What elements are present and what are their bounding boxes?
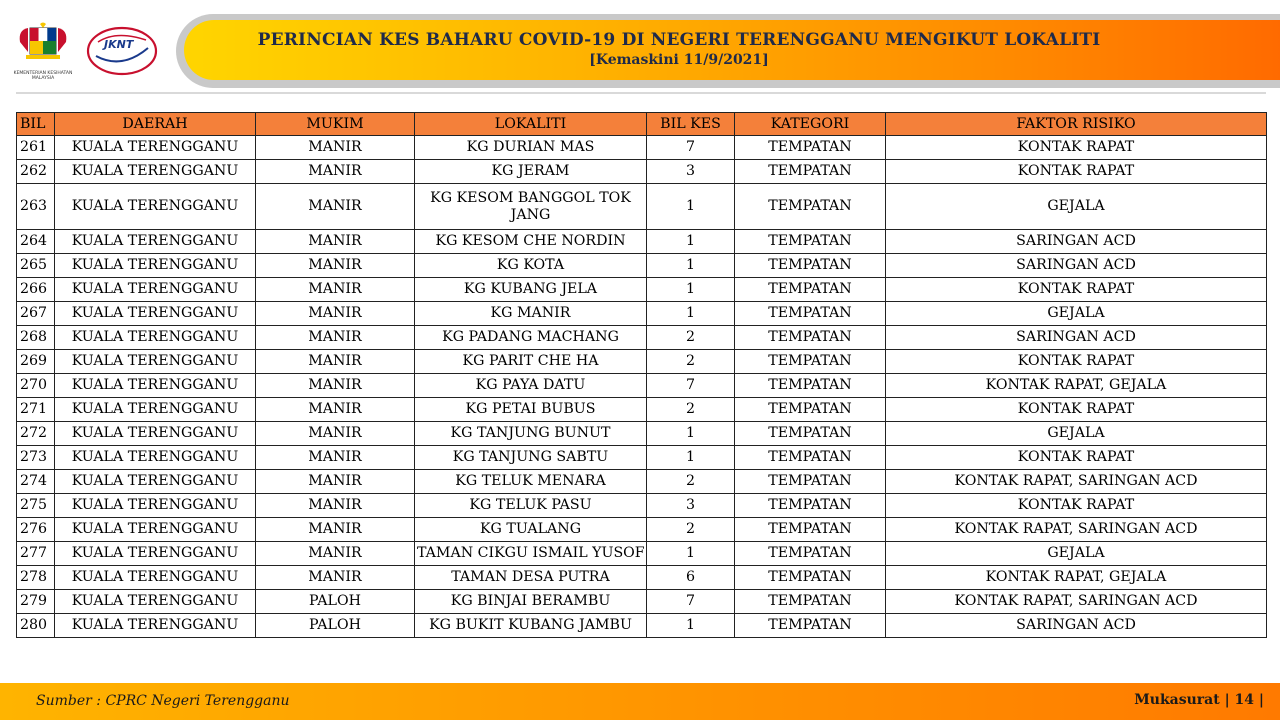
footer-bar: [0, 683, 1280, 720]
cell-mukim: MANIR: [256, 470, 415, 494]
cell-bil-kes: 1: [647, 254, 735, 278]
cell-lokaliti: KG DURIAN MAS: [415, 136, 647, 160]
cell-daerah: KUALA TERENGGANU: [55, 160, 256, 184]
cell-lokaliti: KG PADANG MACHANG: [415, 326, 647, 350]
table-row: [17, 398, 1267, 422]
cell-daerah: KUALA TERENGGANU: [55, 230, 256, 254]
cell-faktor-risiko: KONTAK RAPAT: [886, 278, 1267, 302]
cell-faktor-risiko: KONTAK RAPAT, SARINGAN ACD: [886, 518, 1267, 542]
cell-bil-kes: 1: [647, 614, 735, 638]
cell-bil-kes: 2: [647, 398, 735, 422]
cell-bil-kes: 2: [647, 350, 735, 374]
cell-bil: 265: [17, 254, 55, 278]
cell-kategori: TEMPATAN: [735, 422, 886, 446]
cell-daerah: KUALA TERENGGANU: [55, 446, 256, 470]
cell-kategori: TEMPATAN: [735, 518, 886, 542]
table-row: [17, 230, 1267, 254]
cell-daerah: KUALA TERENGGANU: [55, 590, 256, 614]
table-body: [17, 136, 1267, 638]
cell-bil-kes: 3: [647, 494, 735, 518]
header-divider: [16, 92, 1266, 94]
column-header: BIL: [17, 113, 55, 136]
cell-kategori: TEMPATAN: [735, 184, 886, 230]
cell-lokaliti: KG MANIR: [415, 302, 647, 326]
cell-faktor-risiko: KONTAK RAPAT, SARINGAN ACD: [886, 590, 1267, 614]
cell-mukim: MANIR: [256, 184, 415, 230]
page-number: Mukasurat | 14 |: [1134, 692, 1264, 708]
cell-kategori: TEMPATAN: [735, 254, 886, 278]
table-row: [17, 470, 1267, 494]
column-header: BIL KES: [647, 113, 735, 136]
cell-bil: 261: [17, 136, 55, 160]
jknt-logo: [86, 26, 158, 76]
cell-lokaliti: KG JERAM: [415, 160, 647, 184]
cell-kategori: TEMPATAN: [735, 160, 886, 184]
cell-kategori: TEMPATAN: [735, 398, 886, 422]
cell-lokaliti: KG KOTA: [415, 254, 647, 278]
cell-bil: 268: [17, 326, 55, 350]
cell-bil: 269: [17, 350, 55, 374]
cell-daerah: KUALA TERENGGANU: [55, 518, 256, 542]
cell-bil: 273: [17, 446, 55, 470]
cell-bil-kes: 2: [647, 470, 735, 494]
cell-bil: 280: [17, 614, 55, 638]
table-row: [17, 184, 1267, 230]
cell-kategori: TEMPATAN: [735, 230, 886, 254]
cell-faktor-risiko: SARINGAN ACD: [886, 254, 1267, 278]
cell-mukim: MANIR: [256, 278, 415, 302]
cell-lokaliti: KG PARIT CHE HA: [415, 350, 647, 374]
table-row: [17, 614, 1267, 638]
table-row: [17, 160, 1267, 184]
table-row: [17, 254, 1267, 278]
page-title: PERINCIAN KES BAHARU COVID-19 DI NEGERI TERENGGANU MENGIKUT LOKALITI: [257, 30, 1101, 50]
cell-daerah: KUALA TERENGGANU: [55, 184, 256, 230]
cell-mukim: MANIR: [256, 350, 415, 374]
cell-lokaliti: KG BUKIT KUBANG JAMBU: [415, 614, 647, 638]
cell-bil-kes: 7: [647, 136, 735, 160]
cell-faktor-risiko: KONTAK RAPAT: [886, 494, 1267, 518]
cell-mukim: MANIR: [256, 398, 415, 422]
cell-faktor-risiko: KONTAK RAPAT: [886, 398, 1267, 422]
cell-mukim: MANIR: [256, 446, 415, 470]
source-note: Sumber : CPRC Negeri Terengganu: [36, 693, 290, 709]
cell-mukim: MANIR: [256, 494, 415, 518]
cell-bil: 275: [17, 494, 55, 518]
cell-bil-kes: 7: [647, 374, 735, 398]
cell-lokaliti: KG KESOM BANGGOL TOK JANG: [415, 184, 647, 230]
column-header: KATEGORI: [735, 113, 886, 136]
cell-mukim: MANIR: [256, 518, 415, 542]
cell-faktor-risiko: SARINGAN ACD: [886, 614, 1267, 638]
column-header: FAKTOR RISIKO: [886, 113, 1267, 136]
cell-bil: 262: [17, 160, 55, 184]
cell-lokaliti: KG TANJUNG SABTU: [415, 446, 647, 470]
cell-lokaliti: KG TELUK PASU: [415, 494, 647, 518]
cell-lokaliti: KG TANJUNG BUNUT: [415, 422, 647, 446]
column-header: DAERAH: [55, 113, 256, 136]
cell-bil-kes: 1: [647, 302, 735, 326]
cell-faktor-risiko: SARINGAN ACD: [886, 326, 1267, 350]
cell-daerah: KUALA TERENGGANU: [55, 278, 256, 302]
jknt-text: JKNT: [104, 38, 134, 51]
cell-kategori: TEMPATAN: [735, 326, 886, 350]
cell-bil-kes: 1: [647, 230, 735, 254]
cell-kategori: TEMPATAN: [735, 136, 886, 160]
cell-lokaliti: TAMAN CIKGU ISMAIL YUSOF: [415, 542, 647, 566]
cell-lokaliti: KG PETAI BUBUS: [415, 398, 647, 422]
cell-bil: 278: [17, 566, 55, 590]
cell-faktor-risiko: KONTAK RAPAT: [886, 160, 1267, 184]
cell-bil-kes: 7: [647, 590, 735, 614]
update-date: [Kemaskini 11/9/2021]: [589, 52, 769, 68]
kkm-caption: KEMENTERIAN KESIHATAN MALAYSIA: [13, 71, 73, 81]
cell-bil: 270: [17, 374, 55, 398]
cell-bil-kes: 3: [647, 160, 735, 184]
cell-kategori: TEMPATAN: [735, 302, 886, 326]
cell-daerah: KUALA TERENGGANU: [55, 254, 256, 278]
cell-daerah: KUALA TERENGGANU: [55, 470, 256, 494]
cell-lokaliti: KG TELUK MENARA: [415, 470, 647, 494]
cell-bil: 272: [17, 422, 55, 446]
cell-bil-kes: 1: [647, 278, 735, 302]
cell-bil: 271: [17, 398, 55, 422]
cell-bil-kes: 2: [647, 326, 735, 350]
table-row: [17, 326, 1267, 350]
cell-daerah: KUALA TERENGGANU: [55, 542, 256, 566]
cell-bil: 277: [17, 542, 55, 566]
cell-kategori: TEMPATAN: [735, 494, 886, 518]
cell-mukim: MANIR: [256, 160, 415, 184]
cell-mukim: MANIR: [256, 542, 415, 566]
cell-kategori: TEMPATAN: [735, 542, 886, 566]
cell-mukim: MANIR: [256, 326, 415, 350]
cell-kategori: TEMPATAN: [735, 374, 886, 398]
cell-bil: 263: [17, 184, 55, 230]
table-row: [17, 350, 1267, 374]
cell-daerah: KUALA TERENGGANU: [55, 302, 256, 326]
cell-bil: 274: [17, 470, 55, 494]
table-row: [17, 278, 1267, 302]
cell-faktor-risiko: KONTAK RAPAT: [886, 446, 1267, 470]
cell-kategori: TEMPATAN: [735, 614, 886, 638]
cell-lokaliti: KG PAYA DATU: [415, 374, 647, 398]
cell-daerah: KUALA TERENGGANU: [55, 398, 256, 422]
cell-bil-kes: 1: [647, 184, 735, 230]
jknt-emblem-icon: [86, 26, 158, 76]
cell-faktor-risiko: KONTAK RAPAT, GEJALA: [886, 566, 1267, 590]
cell-mukim: MANIR: [256, 422, 415, 446]
table-row: [17, 374, 1267, 398]
kkm-logo: [12, 22, 74, 80]
cell-faktor-risiko: GEJALA: [886, 542, 1267, 566]
table-row: [17, 518, 1267, 542]
title-banner: [184, 20, 1280, 80]
cell-bil: 267: [17, 302, 55, 326]
cell-bil-kes: 2: [647, 518, 735, 542]
cell-daerah: KUALA TERENGGANU: [55, 326, 256, 350]
cell-daerah: KUALA TERENGGANU: [55, 350, 256, 374]
cases-table: [16, 112, 1267, 638]
column-header: MUKIM: [256, 113, 415, 136]
cell-lokaliti: KG KUBANG JELA: [415, 278, 647, 302]
cell-mukim: MANIR: [256, 254, 415, 278]
table-row: [17, 542, 1267, 566]
table-row: [17, 136, 1267, 160]
table-row: [17, 422, 1267, 446]
cell-kategori: TEMPATAN: [735, 278, 886, 302]
table-row: [17, 302, 1267, 326]
cell-mukim: MANIR: [256, 230, 415, 254]
cell-kategori: TEMPATAN: [735, 470, 886, 494]
cell-daerah: KUALA TERENGGANU: [55, 422, 256, 446]
column-header: LOKALITI: [415, 113, 647, 136]
table-row: [17, 590, 1267, 614]
cell-bil-kes: 1: [647, 422, 735, 446]
cell-lokaliti: KG KESOM CHE NORDIN: [415, 230, 647, 254]
cell-lokaliti: KG BINJAI BERAMBU: [415, 590, 647, 614]
cell-kategori: TEMPATAN: [735, 446, 886, 470]
cell-faktor-risiko: KONTAK RAPAT: [886, 136, 1267, 160]
cell-bil-kes: 1: [647, 446, 735, 470]
cell-daerah: KUALA TERENGGANU: [55, 374, 256, 398]
cell-faktor-risiko: GEJALA: [886, 302, 1267, 326]
cell-faktor-risiko: GEJALA: [886, 422, 1267, 446]
cell-bil: 276: [17, 518, 55, 542]
cell-faktor-risiko: SARINGAN ACD: [886, 230, 1267, 254]
cell-faktor-risiko: KONTAK RAPAT, GEJALA: [886, 374, 1267, 398]
cell-daerah: KUALA TERENGGANU: [55, 614, 256, 638]
cell-bil-kes: 1: [647, 542, 735, 566]
cell-lokaliti: TAMAN DESA PUTRA: [415, 566, 647, 590]
cell-daerah: KUALA TERENGGANU: [55, 566, 256, 590]
cell-faktor-risiko: GEJALA: [886, 184, 1267, 230]
cell-mukim: PALOH: [256, 614, 415, 638]
cell-faktor-risiko: KONTAK RAPAT, SARINGAN ACD: [886, 470, 1267, 494]
cell-bil: 279: [17, 590, 55, 614]
table-row: [17, 446, 1267, 470]
cell-daerah: KUALA TERENGGANU: [55, 494, 256, 518]
table-row: [17, 566, 1267, 590]
cell-lokaliti: KG TUALANG: [415, 518, 647, 542]
cell-kategori: TEMPATAN: [735, 350, 886, 374]
cell-mukim: MANIR: [256, 374, 415, 398]
cell-mukim: MANIR: [256, 136, 415, 160]
table-row: [17, 494, 1267, 518]
cell-mukim: PALOH: [256, 590, 415, 614]
cell-mukim: MANIR: [256, 566, 415, 590]
table-header-row: [17, 113, 1267, 136]
cell-bil-kes: 6: [647, 566, 735, 590]
cell-daerah: KUALA TERENGGANU: [55, 136, 256, 160]
cell-bil: 266: [17, 278, 55, 302]
cell-kategori: TEMPATAN: [735, 590, 886, 614]
cell-faktor-risiko: KONTAK RAPAT: [886, 350, 1267, 374]
cell-mukim: MANIR: [256, 302, 415, 326]
cell-bil: 264: [17, 230, 55, 254]
cell-kategori: TEMPATAN: [735, 566, 886, 590]
